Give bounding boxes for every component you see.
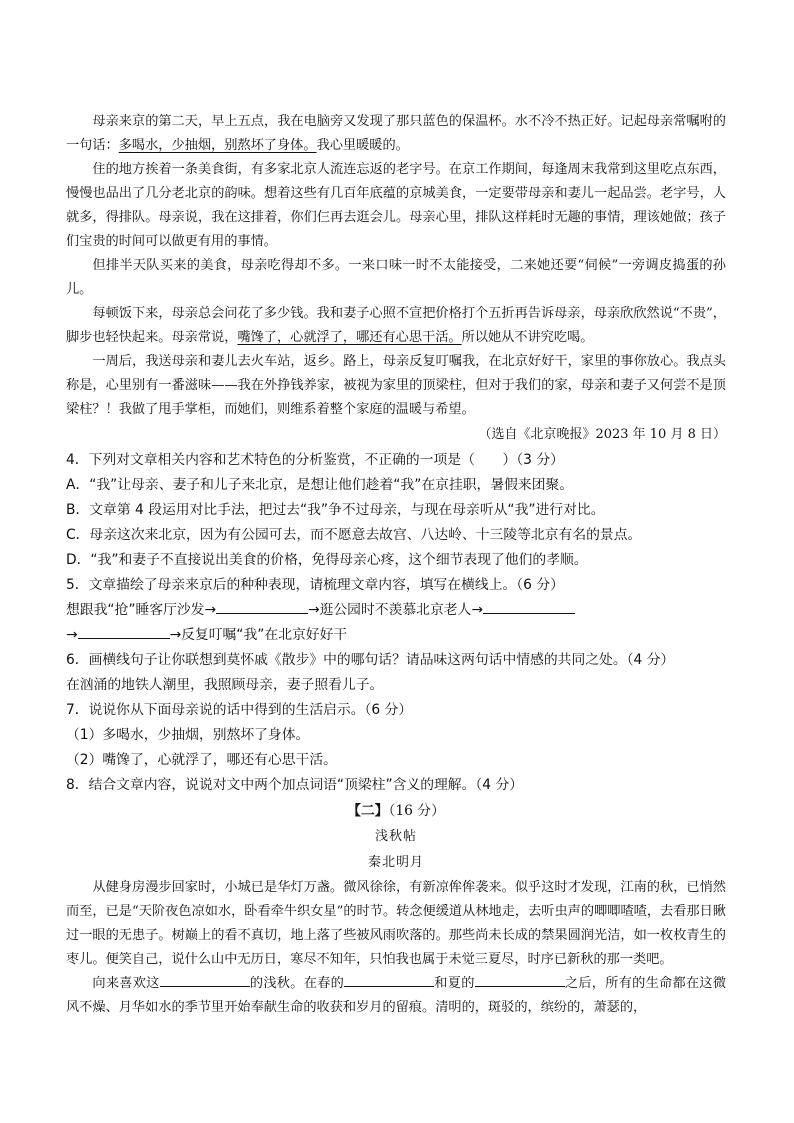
question-7-item-2: （2）嘴馋了，心就浮了，哪还有心思干活。: [66, 752, 337, 768]
answer-blank[interactable]: [78, 624, 170, 639]
question-8: 8．结合文章内容，说说对文中两个加点词语“顶梁柱”含义的理解。（4 分）: [66, 777, 524, 793]
passage-1: [66, 110, 726, 448]
passage-1-paragraph-5: 一周后，我送母亲和妻儿去火车站，返乡。路上，母亲反复叮嘱我，在北京好好干，家里的事你放心。我点头称是，心里别有一番滋味——我在外挣钱养家，被视为家里的顶梁柱，但对于我们的家，母亲和妻子又何尝不是顶梁柱？！我做了甩手掌柜，而她们，则维系着整个家庭的温暖与希望。: [66, 354, 726, 417]
text: 每顿饭下来，母亲总会问花了多少钱。我和妻子心照不宣把价格打个五折再告诉母亲，母亲欣欣然说“不贵”，脚步也轻快起来。母亲常说，: [66, 306, 726, 345]
passage-2-paragraph-1: 从健身房漫步回家时，小城已是华灯万盏。微风徐徐，有新凉侔侔袭来。似乎这时才发现，江南的秋，已悄然而至，已是“天阶夜色凉如水，卧看牵牛织女星”的时节。转念便缓道从林地走，去听虫声的唧唧喳喳，去看那日瞅过一眼的无患子。树巅上的看不真切，地上落了些被风雨吹落的。那些尚未长成的禁果圆润光洁，如一枚枚青生的枣儿。便笑自己，说什么山中无历日，寒尽不知年，只怕我也属于未觉三夏尽，时序已新秋的那一类吧。: [66, 880, 726, 967]
text: 和夏的: [434, 976, 475, 991]
question-7-item-1: （1）多喝水，少抽烟，别熬坏了身体。: [66, 727, 310, 743]
passage-2: [66, 876, 726, 1020]
section-score: （16 分）: [388, 803, 445, 819]
text: 向来喜欢这: [92, 976, 160, 991]
text: 所以她从不讲究吃喝。: [461, 330, 594, 345]
question-6: 6．画横线句子让你联想到莫怀戚《散步》中的哪句话？请品味这两句话中情感的共同之处。（4 分）: [66, 652, 675, 668]
answer-blank[interactable]: [475, 972, 565, 987]
underlined-sentence: 多喝水，少抽烟，别熬坏了身体。: [118, 138, 317, 153]
passage-1-paragraph-1: [66, 110, 726, 158]
option-b: B．文章第 4 段运用对比手法，把过去“我”争不过母亲，与现在母亲听从“我”进行对比。: [66, 502, 605, 518]
essay-title: 浅秋帖: [374, 829, 417, 844]
text: →反复叮嘱“我”在北京好好干: [169, 627, 348, 643]
answer-blank[interactable]: [344, 972, 434, 987]
source-citation: （选自《北京晚报》2023 年 10 月 8 日）: [478, 427, 726, 442]
question-5: 5．文章描绘了母亲来京后的种种表现，请梳理文章内容，填写在横线上。（6 分）: [66, 577, 564, 593]
essay-author: 秦北明月: [367, 855, 424, 870]
question-6-quote: 在汹涌的地铁人潮里，我照顾母亲，妻子照看儿子。: [66, 677, 384, 693]
question-5-line-1: [66, 598, 726, 623]
option-a: A．“我”让母亲、妻子和儿子来北京，是想让他们趁着“我”在京挂职，暑假来团聚。: [66, 477, 574, 493]
text: →逛公园时不羡慕北京老人→: [308, 602, 483, 618]
answer-blank[interactable]: [483, 599, 575, 614]
section-2-heading: [66, 798, 726, 824]
content: [66, 110, 726, 1020]
question-4: 4．下列对文章相关内容和艺术特色的分析鉴赏，不正确的一项是（ ）（3 分）: [66, 452, 564, 468]
answer-blank[interactable]: [216, 599, 308, 614]
passage-1-paragraph-2: 住的地方挨着一条美食街，有多家北京人流连忘返的老字号。在京工作期间，每逢周末我常到这里吃点东西，慢慢也品出了几分老北京的韵味。想着这些有几百年底蕴的京城美食，一定要带母亲和妻儿一起品尝。老字号，人就多，得排队。母亲说，我在这排着，你们仨再去逛会儿。母亲心里，排队这样耗时无趣的事情，理该她做；孩子们宝贵的时间可以做更有用的事情。: [66, 162, 726, 249]
text: 我心里暖暖的。: [316, 138, 409, 153]
section-label: 【二】: [347, 803, 389, 819]
text: 的浅秋。在春的: [249, 976, 345, 991]
text: 母亲来京的第二天，早上五点，我在电脑旁又发现了那只蓝色的保温杯。水不冷不热正好。记起母亲常嘱咐的一句话：: [66, 114, 726, 153]
text: 想跟我“抢”睡客厅沙发→: [66, 602, 217, 618]
passage-1-paragraph-4: [66, 302, 726, 350]
text: 之后，所有的生命都在这微风不燥、月华如水的季节里开始奉献生命的收获和岁月的留痕。清明的，斑驳的，缤纷的，萧瑟的，: [66, 976, 727, 1015]
option-c: C．母亲这次来北京，因为有公园可去，而不愿意去故宫、八达岭、十三陵等北京有名的景点。: [66, 527, 642, 543]
text: →: [66, 627, 78, 643]
question-5-line-2: [66, 623, 726, 648]
answer-blank[interactable]: [160, 972, 250, 987]
underlined-sentence: 嘴馋了，心就浮了，哪还有心思干活。: [237, 330, 462, 345]
question-7: 7．说说你从下面母亲说的话中得到的生活启示。（6 分）: [66, 702, 413, 718]
option-d: D．“我”和妻子不直接说出美食的价格，免得母亲心疼，这个细节表现了他们的孝顺。: [66, 552, 588, 568]
questions: [66, 448, 726, 798]
passage-2-paragraph-2: [66, 972, 726, 1020]
passage-1-paragraph-3: 但排半天队买来的美食，母亲吃得却不多。一来口味一时不太能接受，二来她还要“伺候”一旁调皮捣蛋的孙儿。: [66, 258, 726, 297]
